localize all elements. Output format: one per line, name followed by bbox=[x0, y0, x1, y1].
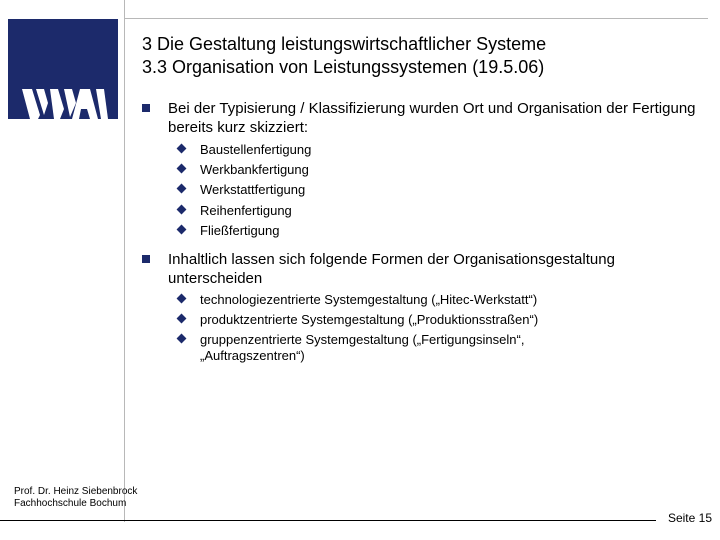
vertical-divider bbox=[124, 0, 125, 522]
list-item: Baustellenfertigung bbox=[174, 142, 640, 158]
diamond-bullet-icon bbox=[177, 205, 187, 215]
title-line-1: 3 Die Gestaltung leistungswirtschaftlicher Systeme bbox=[142, 34, 547, 54]
diamond-bullet-icon bbox=[177, 294, 187, 304]
diamond-bullet-icon bbox=[177, 314, 187, 324]
diamond-bullet-icon bbox=[177, 184, 187, 194]
bullet-1 bbox=[142, 99, 708, 137]
list-item: technologiezentrierte Systemgestaltung („Hitec-Werkstatt“) bbox=[174, 292, 640, 308]
bullet-1-text: Bei der Typisierung / Klassifizierung wurden Ort und Organisation der Fertigung bereits kurz skizziert: bbox=[168, 100, 696, 136]
diamond-bullet-icon bbox=[177, 334, 187, 344]
top-divider bbox=[124, 18, 708, 19]
page-title bbox=[142, 33, 546, 79]
institution-name: Fachhochschule Bochum bbox=[14, 498, 127, 509]
list-item: gruppenzentrierte Systemgestaltung („Fertigungsinseln“, „Auftragszentren“) bbox=[174, 332, 600, 364]
diamond-bullet-icon bbox=[177, 144, 187, 154]
author-name: Prof. Dr. Heinz Siebenbrock bbox=[14, 486, 138, 497]
bullet-2-text: Inhaltlich lassen sich folgende Formen der Organisationsgestaltung unterscheiden bbox=[168, 251, 615, 287]
diamond-bullet-icon bbox=[177, 164, 187, 174]
square-bullet-icon bbox=[142, 255, 150, 263]
page-number: Seite 15 bbox=[667, 511, 712, 525]
bullet-2 bbox=[142, 250, 708, 288]
list-item: Werkbankfertigung bbox=[174, 162, 640, 178]
footer-author bbox=[14, 486, 137, 510]
list-item: Reihenfertigung bbox=[174, 203, 640, 219]
list-item: produktzentrierte Systemgestaltung („Produktionsstraßen“) bbox=[174, 312, 640, 328]
diamond-bullet-icon bbox=[177, 225, 187, 235]
list-item: Fließfertigung bbox=[174, 223, 640, 239]
list-item: Werkstattfertigung bbox=[174, 182, 640, 198]
square-bullet-icon bbox=[142, 104, 150, 112]
bottom-divider bbox=[0, 520, 656, 521]
vwa-logo-icon bbox=[8, 19, 118, 119]
title-line-2: 3.3 Organisation von Leistungssystemen (19.5.06) bbox=[142, 57, 545, 77]
